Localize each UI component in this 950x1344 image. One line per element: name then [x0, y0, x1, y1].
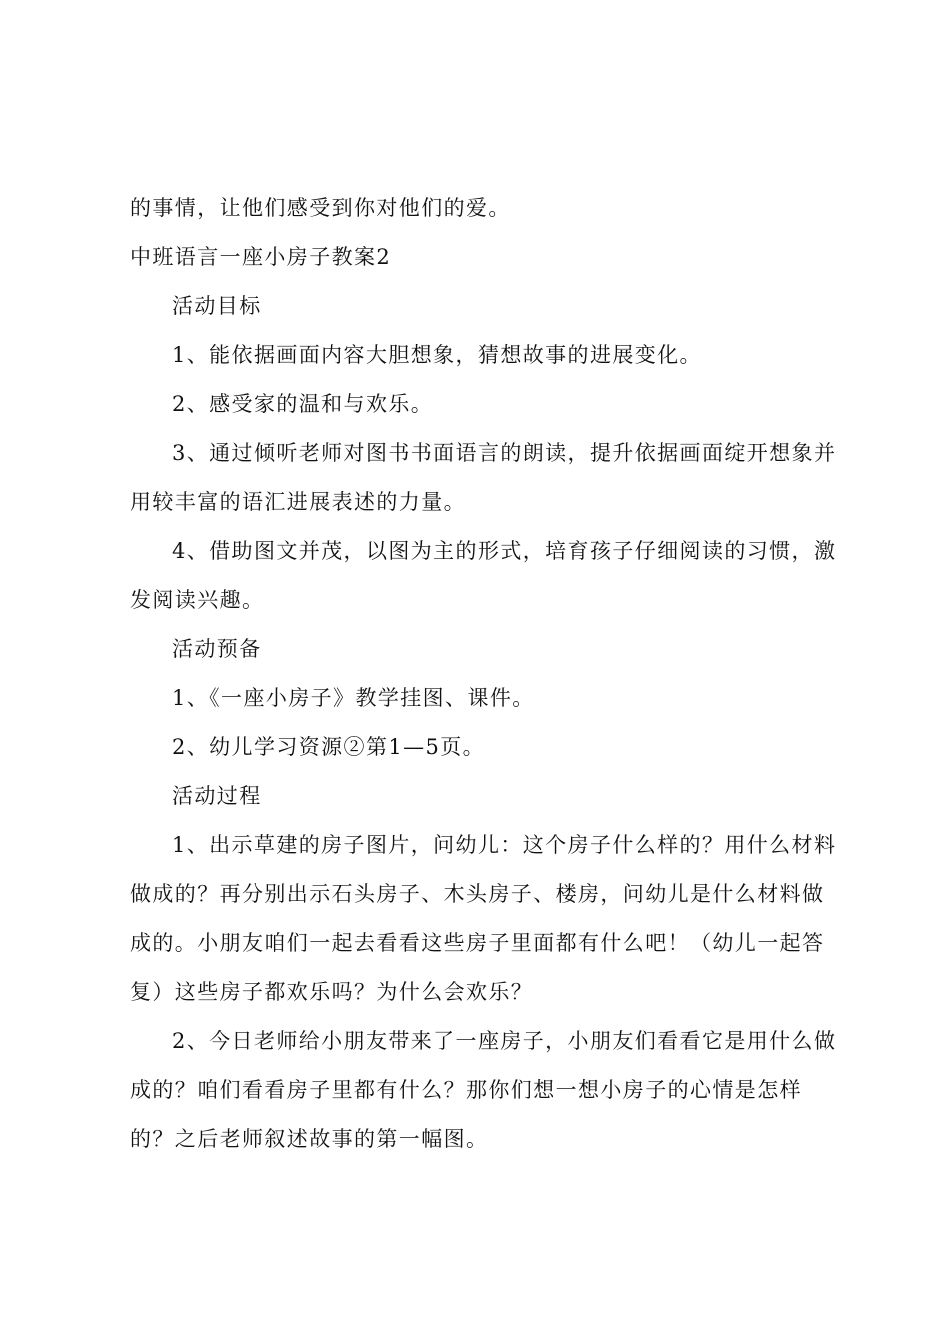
- process-item-2-cont: 的？之后老师叙述故事的第一幅图。: [130, 1127, 489, 1151]
- subheading-activity-process: 活动过程: [172, 784, 262, 808]
- process-item-1-cont: 复）这些房子都欢乐吗？为什么会欢乐？: [130, 980, 534, 1004]
- goal-item-3: 3、通过倾听老师对图书书面语言的朗读，提升依据画面绽开想象并: [172, 441, 837, 465]
- process-item-1: 1、出示草建的房子图片，问幼儿：这个房子什么样的？用什么材料: [172, 833, 837, 857]
- goal-item-4: 4、借助图文并茂，以图为主的形式，培育孩子仔细阅读的习惯，激: [172, 539, 837, 563]
- process-item-2-cont: 成的？咱们看看房子里都有什么？那你们想一想小房子的心情是怎样: [130, 1078, 802, 1102]
- process-item-1-cont: 做成的？再分别出示石头房子、木头房子、楼房，问幼儿是什么材料做: [130, 882, 825, 906]
- goal-item-4-cont: 发阅读兴趣。: [130, 588, 265, 612]
- prep-item-2: 2、幼儿学习资源②第1—5页。: [172, 735, 486, 759]
- goal-item-2: 2、感受家的温和与欢乐。: [172, 392, 434, 416]
- process-item-2: 2、今日老师给小朋友带来了一座房子，小朋友们看看它是用什么做: [172, 1029, 837, 1053]
- prep-item-1: 1、《一座小房子》教学挂图、课件。: [172, 686, 535, 710]
- process-item-1-cont: 成的。小朋友咱们一起去看看这些房子里面都有什么吧！（幼儿一起答: [130, 931, 825, 955]
- goal-item-3-cont: 用较丰富的语汇进展表述的力量。: [130, 490, 466, 514]
- subheading-activity-goals: 活动目标: [172, 294, 262, 318]
- goal-item-1: 1、能依据画面内容大胆想象，猜想故事的进展变化。: [172, 343, 702, 367]
- paragraph-line: 的事情，让他们感受到你对他们的爱。: [130, 196, 511, 220]
- section-heading: 中班语言一座小房子教案2: [130, 245, 392, 269]
- subheading-activity-preparation: 活动预备: [172, 637, 262, 661]
